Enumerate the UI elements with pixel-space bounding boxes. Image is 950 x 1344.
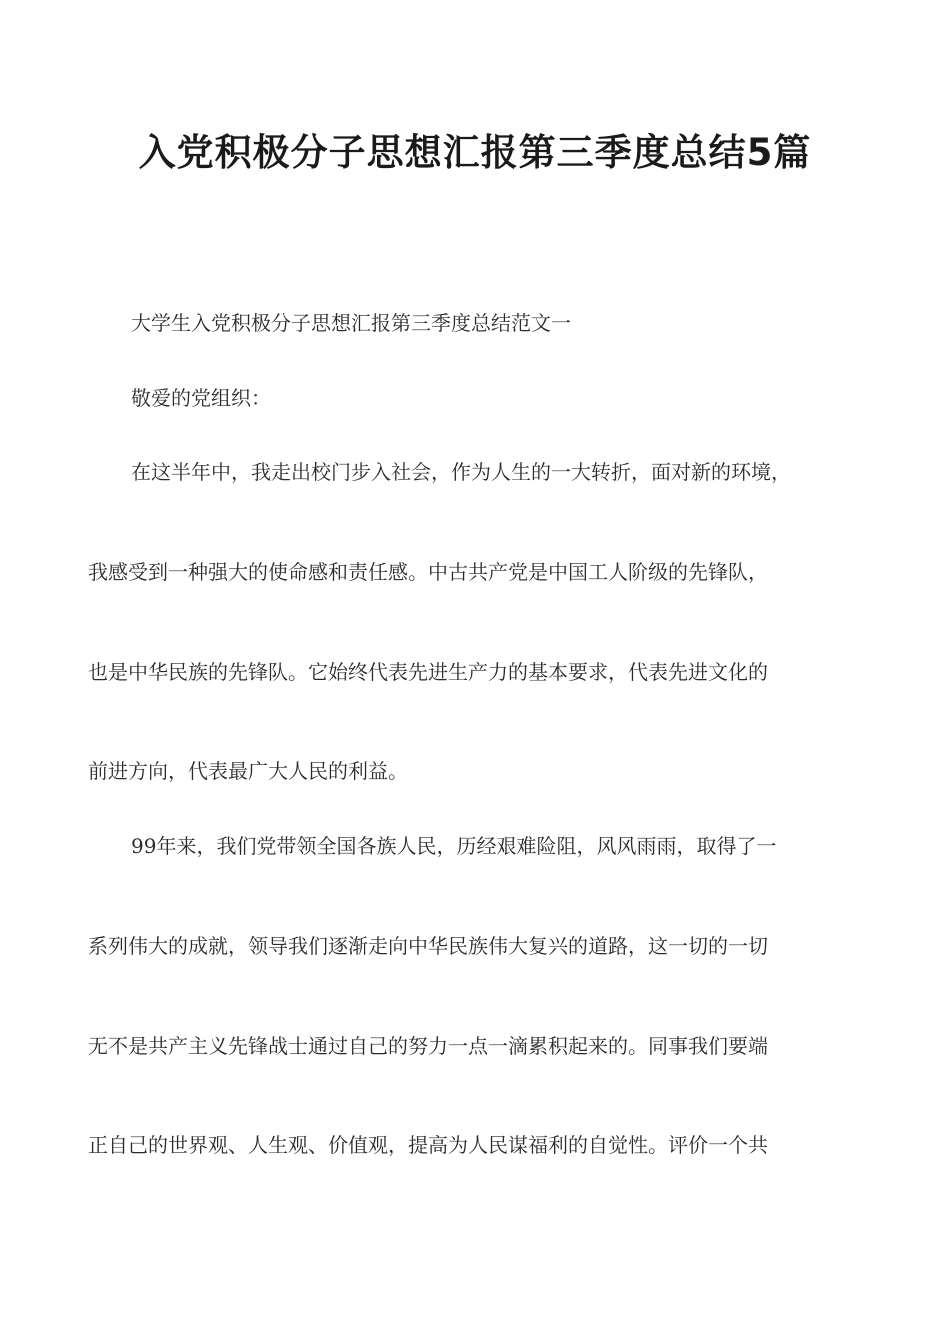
paragraph-2-line-3: 无不是共产主义先锋战士通过自己的努力一点一滴累积起来的。同事我们要端 — [88, 1034, 768, 1058]
paragraph-2-line-2: 系列伟大的成就，领导我们逐渐走向中华民族伟大复兴的道路，这一切的一切 — [88, 934, 768, 958]
paragraph-1-line-1: 在这半年中，我走出校门步入社会，作为人生的一大转折，面对新的环境， — [131, 460, 791, 484]
document-subtitle: 大学生入党积极分子思想汇报第三季度总结范文一 — [131, 311, 571, 335]
paragraph-2-line-4: 正自己的世界观、人生观、价值观，提高为人民谋福利的自觉性。评价一个共 — [88, 1133, 768, 1157]
paragraph-2-line-1: 99年来，我们党带领全国各族人民，历经艰难险阻，风风雨雨，取得了一 — [131, 834, 777, 858]
document-title: 入党积极分子思想汇报第三季度总结5篇 — [138, 131, 812, 174]
paragraph-1-line-4: 前进方向，代表最广大人民的利益。 — [88, 759, 408, 783]
paragraph-1-line-2: 我感受到一种强大的使命感和责任感。中古共产党是中国工人阶级的先锋队， — [88, 560, 768, 584]
paragraph-1-line-3: 也是中华民族的先锋队。它始终代表先进生产力的基本要求，代表先进文化的 — [88, 660, 768, 684]
salutation: 敬爱的党组织： — [131, 386, 271, 410]
